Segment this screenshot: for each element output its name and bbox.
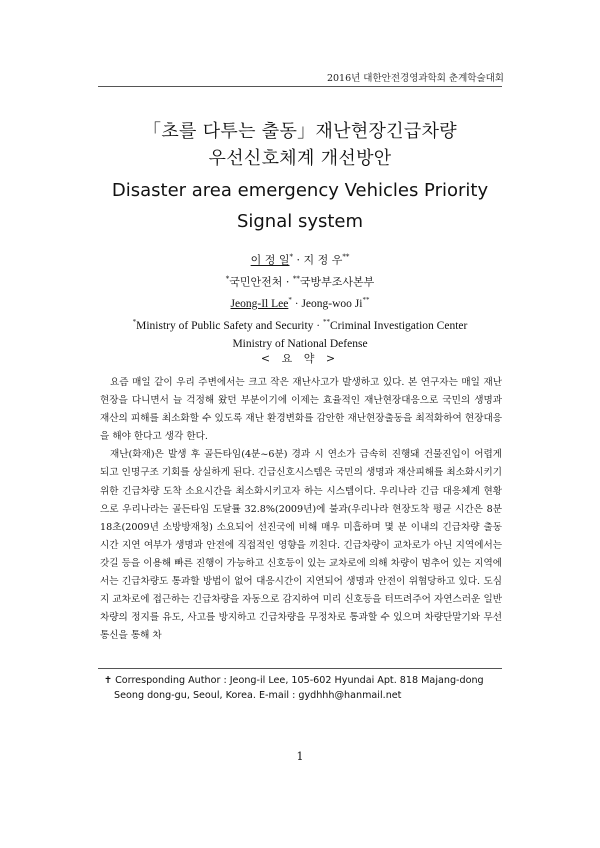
corresponding-author-footnote — [104, 673, 502, 703]
english-author-1: Jeong-Il Lee — [230, 298, 289, 311]
footnote-divider — [98, 668, 502, 669]
korean-author-2: 지 정 우 — [303, 253, 343, 267]
dagger-mark: ✝ — [104, 675, 113, 686]
author-block — [60, 248, 540, 353]
en-affil-mark-1: * — [132, 318, 137, 327]
korean-affiliation-2: 국방부조사본부 — [299, 275, 375, 289]
author-2-mark: ** — [342, 253, 350, 261]
abstract-paragraph-2: 재난(화재)은 발생 후 골든타임(4분~6분) 경과 시 연소가 급속히 진행돼 건물진입이 어렵게 되고 인명구조 기회를 상실하게 된다. 긴급신호시스템은 국민의 생명과 재산피해를 최소화시키기 위한 긴급차량 도착 소요시간을 최소화시키고자 하는 시스템이다. 우리나라 긴급 대응체계 현황으로 우리나라는 골든타임 도달률 32.8%(2009년)에 불과(우리나라 현장도착 평균 시간은 8분18초(2009년 소방방재청) 소요되어 선진국에 비해 매우 미흡하며 몇 분 이내의 긴급차량 출동 시간 지연 여부가 생명과 안전에 직접적인 영향을 끼친다. 긴급차량이 교차로가 아닌 지역에서는 갓길 등을 이용해 빠른 진행이 가능하고 신호등이 있는 교차로에 의해 차량이 멈추어 있는 지역에서는 긴급차량도 통과할 방법이 없어 대응시간이 지연되어 생명과 안전이 위협당하고 있다. 도심지 교차로에 접근하는 긴급차량을 자동으로 감지하여 미리 신호등을 터뜨려주어 자연스러운 일반차량의 정지를 유도, 사고를 방지하고 긴급차량을 무정차로 통과할 수 있으며 차량단말기와 무선통신을 통해 차 — [100, 449, 502, 642]
author-1-mark: * — [289, 253, 293, 261]
english-affiliation-1: Ministry of Public Safety and Security · — [136, 319, 323, 332]
abstract-paragraph-1: 요즘 매일 같이 우리 주변에서는 크고 작은 재난사고가 발생하고 있다. 본 연구자는 매일 재난현장을 다니면서 늘 걱정해 왔던 부분이기에 이제는 효율적인 재난현장대응으로 국민의 생명과 재산의 피해를 최소화할 수 있도록 재난 환경변화를 감안한 재난현장출동을 최적화하여 현장대응을 해야 한다고 생각 한다. — [100, 377, 502, 443]
page-number: 1 — [296, 750, 304, 763]
title-block — [60, 118, 540, 235]
affil-mark-1: * — [225, 274, 230, 283]
english-authors — [60, 291, 540, 313]
english-affiliations — [60, 313, 540, 335]
en-author-1-mark: * — [288, 296, 292, 305]
footnote-line-2: Seong dong-gu, Seoul, Korea. E-mail : gydhhh@hanmail.net — [114, 690, 402, 701]
korean-author-1: 이 정 일 — [250, 253, 290, 267]
conference-header: 2016년 대한안전경영과학회 춘계학술대회 — [326, 73, 504, 84]
affil-mark-2: ** — [292, 274, 300, 283]
header-divider — [98, 86, 502, 87]
korean-authors — [60, 248, 540, 270]
en-author-2-mark: ** — [362, 296, 370, 305]
english-title-line-1: Disaster area emergency Vehicles Priority — [111, 180, 489, 201]
english-author-2: Jeong-woo Ji — [301, 298, 363, 311]
footnote-line-1: Corresponding Author : Jeong-il Lee, 105-602 Hyundai Apt. 818 Majang-dong — [112, 675, 484, 686]
en-author-separator: · — [291, 298, 302, 311]
korean-affiliation-1: 국민안전처 · — [229, 275, 293, 289]
abstract-body — [100, 374, 502, 645]
korean-title-line-1: 「초를 다투는 출동」재난현장긴급차량 — [143, 121, 457, 142]
english-affiliation-3: Ministry of National Defense — [232, 337, 368, 350]
en-affil-mark-2: ** — [323, 318, 330, 327]
english-title-line-2: Signal system — [236, 211, 364, 232]
author-separator: · — [296, 253, 304, 267]
korean-affiliations — [60, 270, 540, 292]
korean-title-line-2: 우선신호체계 개선방안 — [208, 148, 392, 169]
abstract-heading: < 요 약 > — [260, 352, 340, 365]
english-affiliation-2: Criminal Investigation Center — [330, 319, 468, 332]
